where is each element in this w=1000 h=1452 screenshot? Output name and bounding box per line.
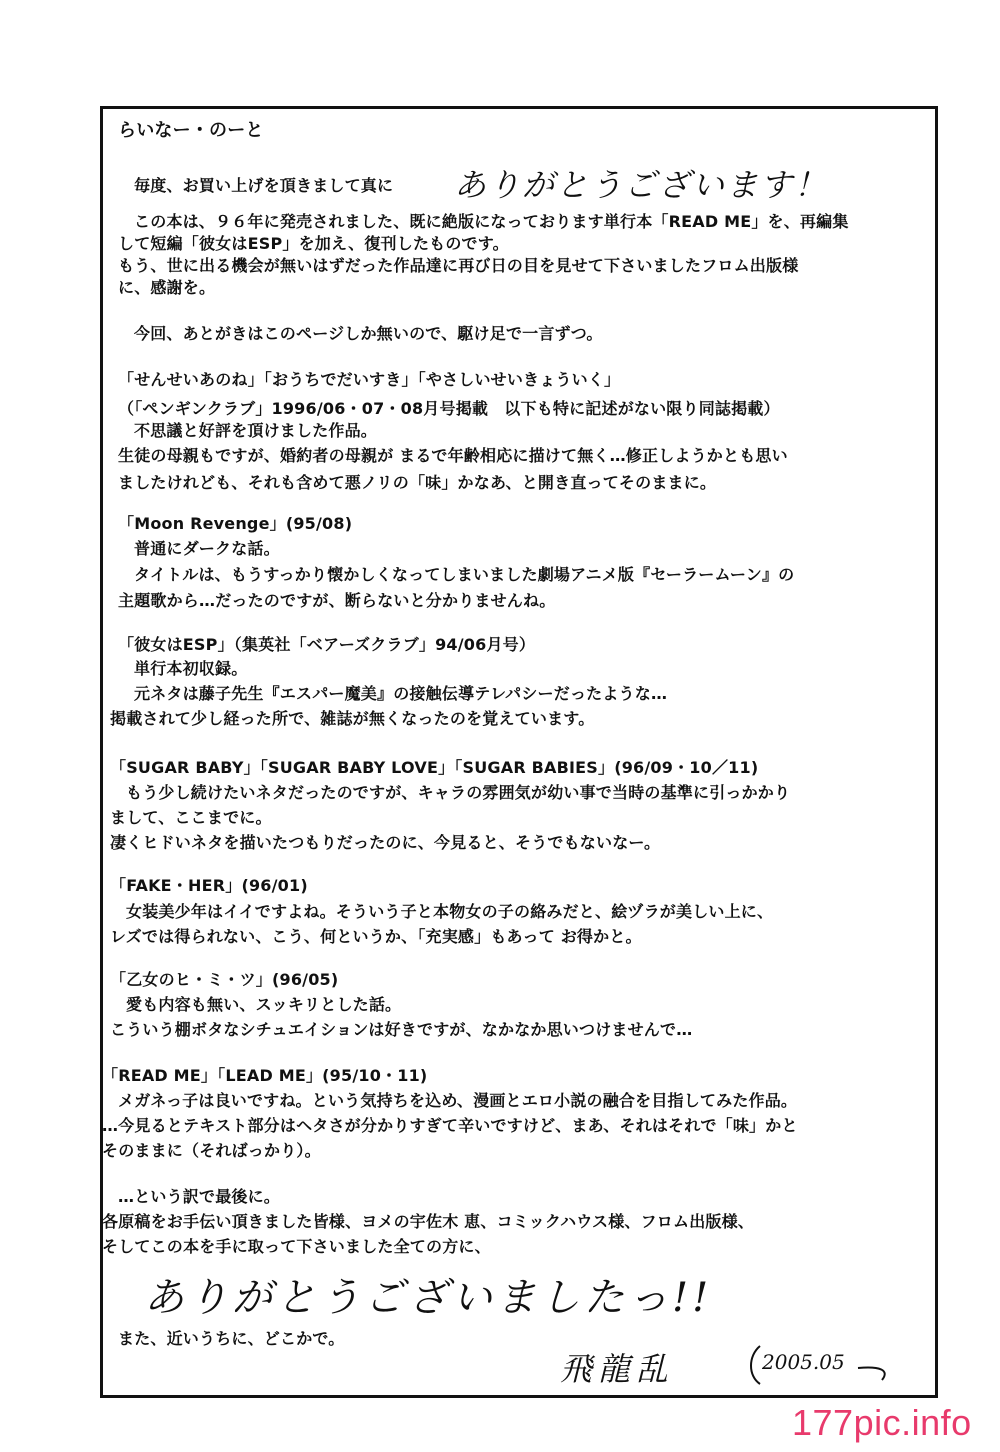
section-line: 愛も内容も無い、スッキリとした話。	[126, 995, 402, 1014]
section-line: …今見るとテキスト部分はヘタさが分かりすぎて辛いですけど、まあ、それはそれで「味」かと	[102, 1116, 798, 1135]
section-line: ましたけれども、それも含めて悪ノリの「味」かなあ、と開き直ってそのままに。	[118, 473, 717, 492]
section-line: 生徒の母親もですが、婚約者の母親が まるで年齢相応に描けて無く…修正しようかとも思い	[118, 446, 788, 465]
section-line: もう少し続けたいネタだったのですが、キャラの雰囲気が幼い事で当時の基準に引っかかり	[126, 783, 791, 802]
section-heading: 「READ ME」「LEAD ME」(95/10・11)	[102, 1066, 428, 1085]
section-line: 掲載されて少し経った所で、雑誌が無くなったのを覚えています。	[110, 709, 595, 728]
section-line: 主題歌から…だったのですが、断らないと分かりませんね。	[118, 591, 556, 610]
intro-line-6: 今回、あとがきはこのページしか無いので、駆け足で一言ずつ。	[134, 324, 603, 343]
section-heading: 「Moon Revenge」(95/08)	[118, 514, 353, 533]
intro-line-3: して短編「彼女はESP」を加え、復刊したものです。	[118, 234, 509, 253]
section-line: レズでは得られない、こう、何というか、「充実感」もあって お得かと。	[110, 927, 642, 946]
section-line: タイトルは、もうすっかり懐かしくなってしまいました劇場アニメ版『セーラームーン』の	[134, 565, 795, 584]
signature-bracket	[740, 1340, 910, 1390]
closing-line-3: そしてこの本を手に取って下さいました全ての方に、	[102, 1237, 491, 1256]
section-line: 普通にダークな話。	[134, 539, 280, 558]
section-heading: 「せんせいあのね」「おうちでだいすき」「やさしいせいきょういく」	[118, 370, 621, 389]
section-line: まして、ここまでに。	[110, 808, 272, 827]
closing-line-2: 各原稿をお手伝い頂きました皆様、ヨメの宇佐木 恵、コミックハウス様、フロム出版様、	[102, 1212, 755, 1231]
closing-line-4: また、近いうちに、どこかで。	[118, 1329, 345, 1348]
intro-line-1: 毎度、お買い上げを頂きまして真に	[134, 176, 394, 195]
handwritten-thanks: ありがとうございます！	[454, 166, 829, 204]
section-heading: 「彼女はESP」（集英社「ベアーズクラブ」94/06月号）	[118, 635, 536, 654]
section-line: こういう棚ボタなシチュエイションは好きですが、なかなか思いつけませんで…	[110, 1020, 693, 1039]
author-signature: 飛龍乱	[560, 1350, 675, 1388]
section-heading: 「乙女のヒ・ミ・ツ」(96/05)	[110, 970, 339, 989]
section-line: メガネっ子は良いですね。という気持ちを込め、漫画とエロ小説の融合を目指してみた作品。	[118, 1091, 798, 1110]
page-title: らいなー・のーと	[118, 120, 264, 141]
section-line: 凄くヒドいネタを描いたつもりだったのに、今見ると、そうでもないなー。	[110, 833, 661, 852]
section-line: 元ネタは藤子先生『エスパー魔美』の接触伝導テレパシーだったような…	[134, 684, 668, 703]
section-line: 単行本初収録。	[134, 659, 248, 678]
section-line: そのままに（そればっかり）。	[102, 1141, 321, 1160]
intro-line-4: もう、世に出る機会が無いはずだった作品達に再び日の目を見せて下さいましたフロム出版様	[118, 256, 799, 275]
handwritten-final-thanks: ありがとうございましたっ!!	[144, 1275, 713, 1321]
signature-date: 2005.05	[762, 1350, 845, 1374]
section-heading: 「FAKE・HER」(96/01)	[110, 876, 308, 895]
section-line: 女装美少年はイイですよね。そういう子と本物女の子の絡みだと、絵ヅラが美しい上に、	[126, 902, 774, 921]
section-line: （「ペンギンクラブ」1996/06・07・08月号掲載 以下も特に記述がない限り同誌掲載）	[118, 399, 780, 418]
site-watermark: 177pic.info	[792, 1402, 972, 1443]
intro-line-5: に、感謝を。	[118, 278, 216, 297]
closing-line-1: …という訳で最後に。	[118, 1187, 281, 1206]
section-line: 不思議と好評を頂けました作品。	[134, 421, 378, 440]
section-heading: 「SUGAR BABY」「SUGAR BABY LOVE」「SUGAR BABIES」(96/09・10／11)	[110, 758, 759, 777]
intro-line-2: この本は、９６年に発売されました、既に絶版になっております単行本「READ ME」を、再編集	[134, 212, 849, 231]
